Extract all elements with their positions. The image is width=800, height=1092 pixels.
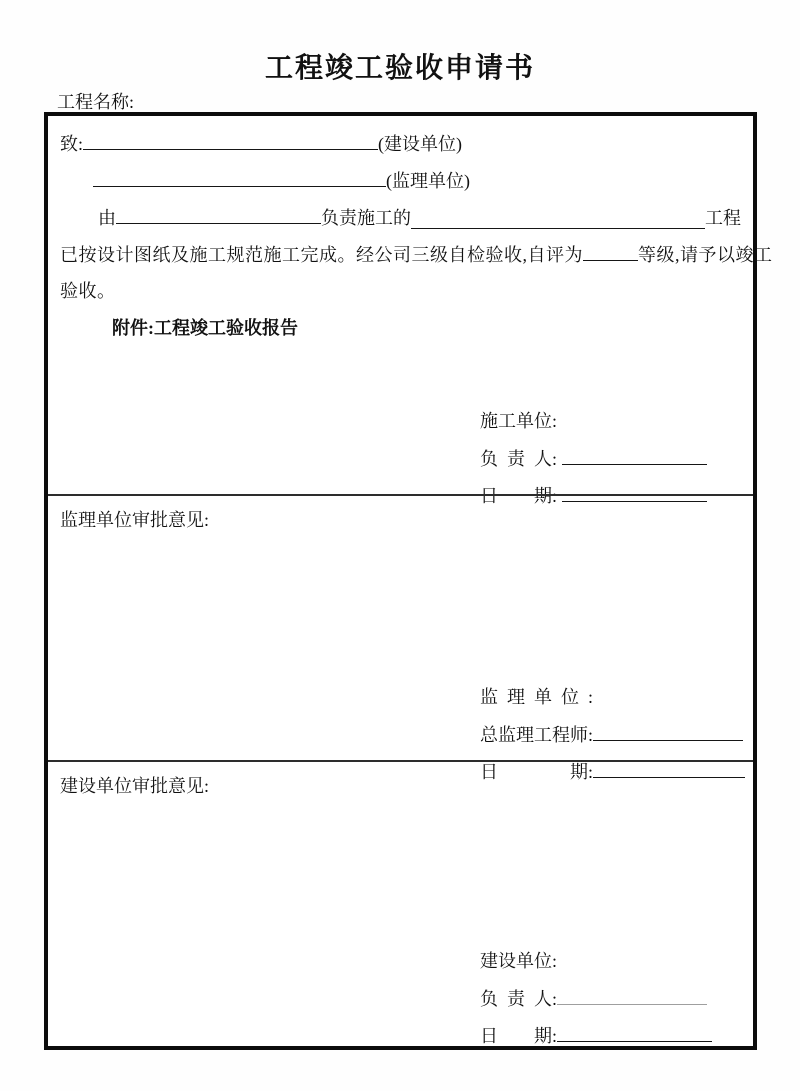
contractor-unit-label: 施工单位:: [480, 411, 558, 431]
responsible-for-label: 负责施工的: [321, 208, 411, 228]
line-to-supervision-unit: [60, 162, 741, 199]
owner-signature-block: [435, 906, 712, 1046]
owner-unit-label: 建设单位:: [480, 951, 558, 971]
blank-chief-engineer: [593, 716, 743, 741]
attachment-note: 附件:工程竣工验收报告: [112, 318, 298, 338]
supervision-unit-line: [435, 642, 745, 707]
statement-after-grade: 等级,请予以竣工: [638, 245, 773, 265]
statement-last-line: 验收。: [60, 281, 116, 301]
contractor-signature-block: [435, 366, 707, 506]
owner-heading: 建设单位审批意见:: [60, 776, 210, 796]
construction-unit-suffix: (建设单位): [378, 134, 463, 154]
blank-supervision-unit-name: [93, 162, 386, 187]
owner-person-label: 负 责 人:: [480, 989, 558, 1009]
supervision-date-label: 日 期:: [480, 762, 594, 782]
line-contractor-project: [60, 199, 741, 236]
supervision-signature-block: [435, 642, 745, 782]
chief-engineer-label: 总监理工程师:: [480, 725, 594, 745]
blank-contractor-name: [116, 199, 321, 224]
blank-project-name: [411, 204, 705, 229]
supervision-heading: 监理单位审批意见:: [60, 510, 210, 530]
section-supervision-approval: [48, 494, 753, 782]
supervision-unit-label: 监 理 单 位 :: [480, 687, 594, 707]
blank-construction-unit-name: [83, 125, 378, 150]
form-border-box: [44, 112, 773, 1050]
statement-before-grade: 已按设计图纸及施工规范施工完成。经公司三级自检验收,自评为: [60, 245, 583, 265]
owner-unit-line: [435, 906, 712, 971]
page-title: 工程竣工验收申请书: [264, 53, 535, 84]
contractor-date-label: 日 期:: [480, 486, 562, 506]
blank-contractor-person: [562, 440, 707, 465]
section-application: [48, 116, 773, 506]
by-label: 由: [98, 208, 116, 228]
project-name-label: 工程名称:: [57, 88, 144, 117]
to-label: 致:: [60, 134, 84, 154]
blank-grade: [583, 236, 638, 261]
owner-date-label: 日 期:: [480, 1026, 558, 1046]
project-word: 工程: [705, 208, 741, 228]
statement-line-1: [60, 236, 773, 273]
blank-owner-date: [557, 1017, 712, 1042]
line-to-construction-unit: [60, 125, 741, 162]
blank-owner-person: [557, 980, 707, 1005]
contractor-unit-line: [435, 366, 707, 431]
supervision-unit-suffix: (监理单位): [386, 171, 470, 191]
contractor-person-label: 负 责 人:: [480, 449, 562, 469]
section-owner-approval: [48, 760, 753, 1046]
statement-line-2: [60, 273, 741, 310]
